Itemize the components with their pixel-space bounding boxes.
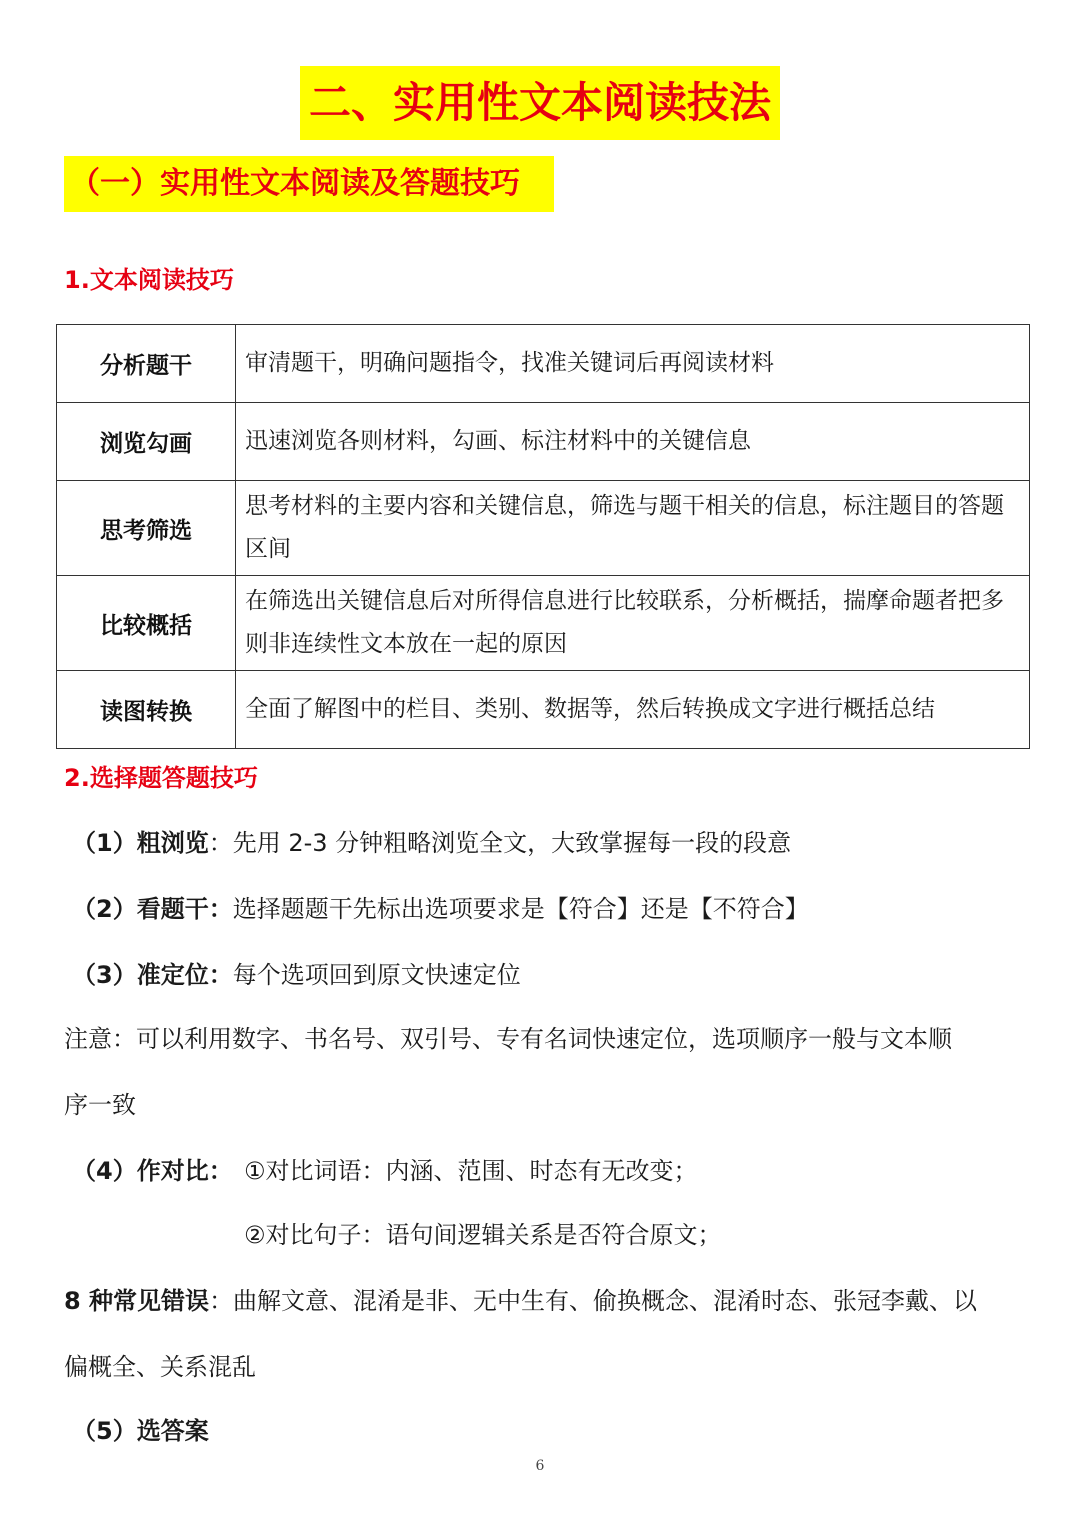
row-value: 全面了解图中的栏目、类别、数据等，然后转换成文字进行概括总结 [236, 671, 1030, 749]
errors-text: ：曲解文意、混淆是非、无中生有、偷换概念、混淆时态、张冠李戴、以 [209, 1287, 978, 1315]
row-key: 读图转换 [57, 671, 236, 749]
errors-line-2: 偏概全、关系混乱 [64, 1353, 256, 1381]
page-title: 二、实用性文本阅读技法 [300, 66, 780, 140]
note-line-1: 注意：可以利用数字、书名号、双引号、专有名词快速定位，选项顺序一般与文本顺 [64, 1025, 952, 1053]
section1-heading: 1.文本阅读技巧 [64, 266, 234, 294]
table-row [57, 403, 1030, 481]
table-row [57, 481, 1030, 576]
note-line-2: 序一致 [64, 1091, 136, 1119]
step4-item-1: ①对比词语：内涵、范围、时态有无改变； [244, 1157, 698, 1185]
step4-item-2: ②对比句子：语句间逻辑关系是否符合原文； [244, 1221, 722, 1249]
table-row [57, 325, 1030, 403]
row-value: 审清题干，明确问题指令，找准关键词后再阅读材料 [236, 325, 1030, 403]
reading-tips-table [56, 324, 1030, 749]
row-value: 迅速浏览各则材料，勾画、标注材料中的关键信息 [236, 403, 1030, 481]
row-key: 分析题干 [57, 325, 236, 403]
step1-line [72, 828, 791, 858]
step4-line [72, 1156, 233, 1186]
step2-label: （2）看题干： [72, 895, 233, 923]
step2-text: 选择题题干先标出选项要求是【符合】还是【不符合】 [232, 895, 809, 923]
page-number: 6 [535, 1458, 545, 1474]
row-value: 在筛选出关键信息后对所得信息进行比较联系，分析概括，揣摩命题者把多则非连续性文本放在一起的原因 [236, 576, 1030, 671]
errors-line [64, 1286, 977, 1316]
table-row [57, 576, 1030, 671]
step5-line [72, 1416, 209, 1446]
step2-line [72, 894, 809, 924]
row-key: 浏览勾画 [57, 403, 236, 481]
section2-heading: 2.选择题答题技巧 [64, 764, 258, 792]
row-key: 比较概括 [57, 576, 236, 671]
section-subtitle: （一）实用性文本阅读及答题技巧 [64, 156, 554, 212]
step3-text: 每个选项回到原文快速定位 [232, 961, 521, 989]
step1-label: （1）粗浏览 [72, 829, 209, 857]
row-value: 思考材料的主要内容和关键信息，筛选与题干相关的信息，标注题目的答题区间 [236, 481, 1030, 576]
step3-label: （3）准定位： [72, 961, 233, 989]
step1-text: ：先用 2-3 分钟粗略浏览全文，大致掌握每一段的段意 [208, 829, 792, 857]
table-row [57, 671, 1030, 749]
step5-label: （5）选答案 [72, 1417, 209, 1445]
step3-line [72, 960, 521, 990]
row-key: 思考筛选 [57, 481, 236, 576]
step4-label: （4）作对比： [72, 1157, 233, 1185]
errors-label: 8 种常见错误 [64, 1287, 210, 1315]
